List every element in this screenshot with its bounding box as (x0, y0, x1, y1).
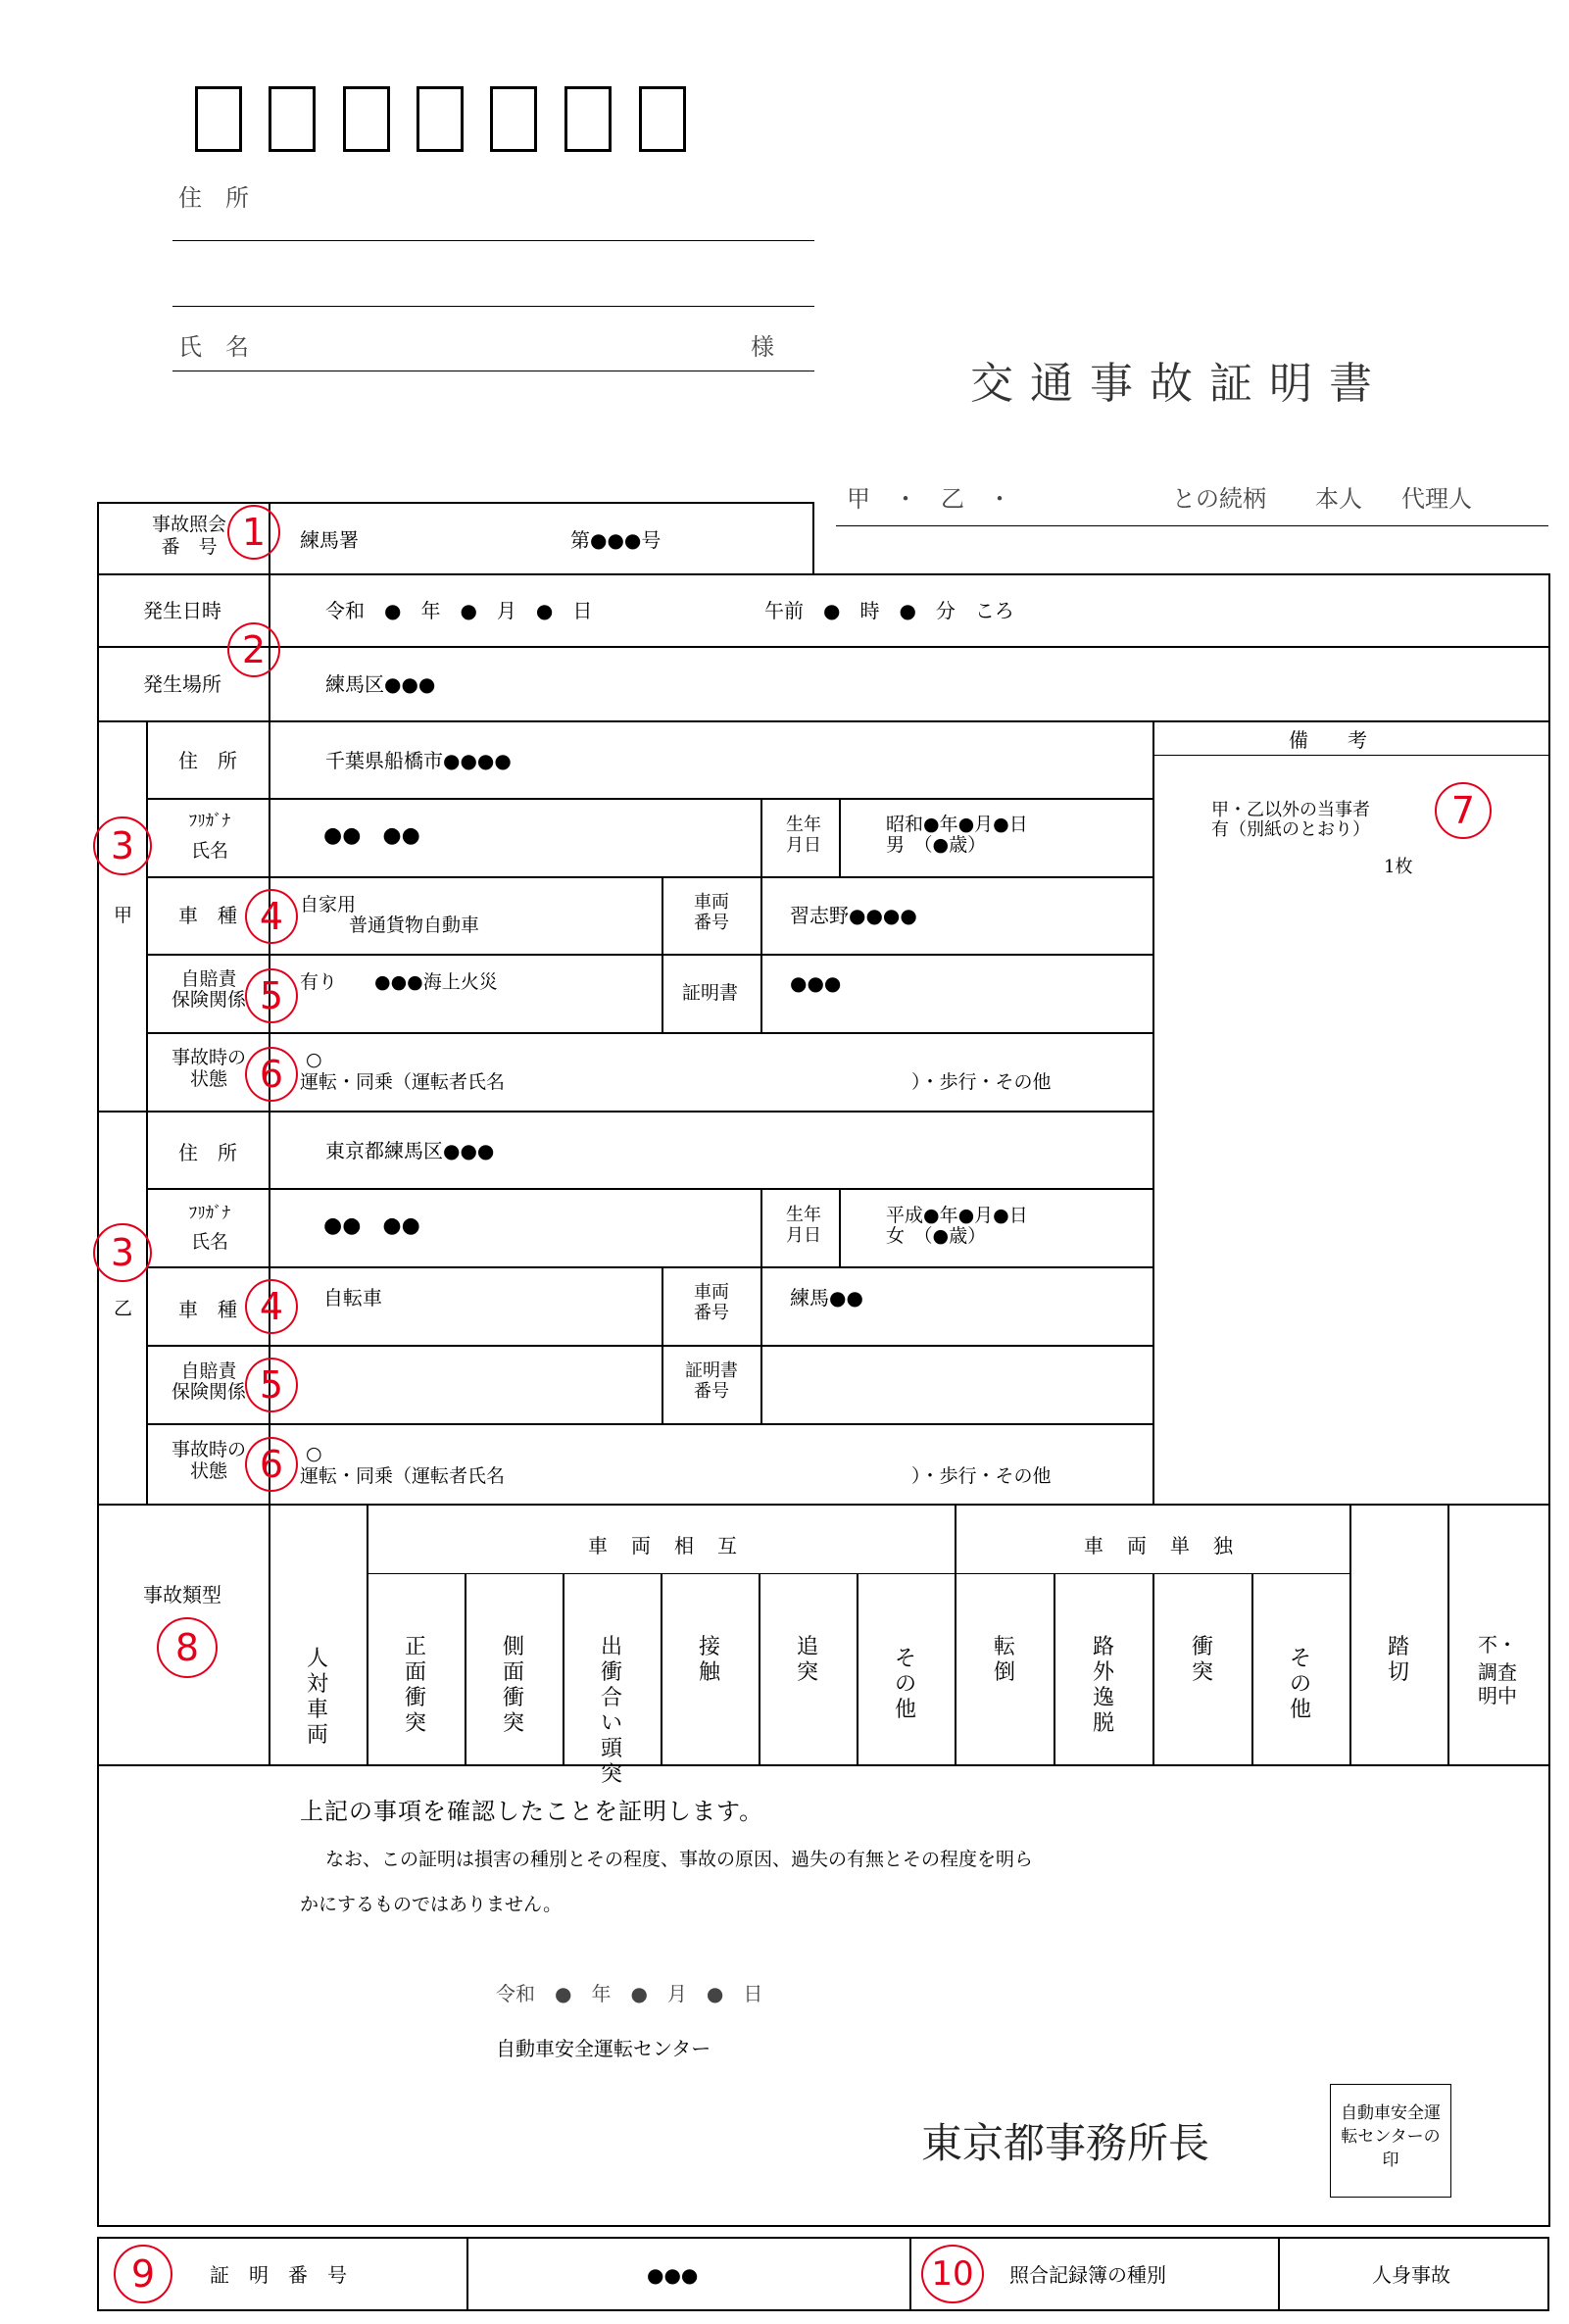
party-a-birth: 昭和●年●月●日 (886, 814, 1028, 835)
marker-8: 8 (157, 1617, 218, 1678)
office-name: 東京都事務所長 (921, 2119, 1210, 2167)
state-mark: ○ (306, 1443, 322, 1464)
name-label: 氏 名 (178, 333, 249, 361)
remarks-line-1: 甲・乙以外の当事者 (1211, 800, 1370, 820)
col-line (466, 2237, 468, 2311)
type-railroad: 踏 切 (1387, 1635, 1432, 1685)
postal-box (639, 86, 686, 152)
col-line (465, 1573, 466, 1765)
seal-text-1: 自動車安全運 (1341, 2103, 1441, 2123)
cert-number-value: ●●● (647, 2263, 699, 2287)
party-b-label: 乙 (114, 1298, 133, 1319)
state-label-2: 状態 (189, 1460, 227, 1482)
name-label: 氏名 (190, 1231, 228, 1253)
plate-label: 車両 (694, 1282, 729, 1303)
certification-note-2: かにするものではありません。 (300, 1894, 563, 1915)
party-a-address: 千葉県船橋市●●●● (325, 749, 512, 772)
case-box-right (812, 502, 814, 574)
party-b-state-tail: ）・歩行・その他 (911, 1465, 1052, 1487)
row-line (97, 646, 1550, 648)
row-line (97, 1764, 1550, 1766)
address-line-1 (172, 240, 814, 241)
party-a-plate: 習志野●●●● (790, 904, 917, 927)
birth-label-2: 月日 (786, 835, 821, 856)
type-mutual-4: 接 触 (698, 1635, 743, 1685)
remarks-header-line (1152, 755, 1549, 756)
accident-type-label: 事故類型 (143, 1583, 221, 1607)
place-label: 発生場所 (143, 672, 221, 696)
row-line (146, 1032, 1154, 1034)
furigana-label: ﾌﾘｶﾞﾅ (188, 812, 231, 831)
plate-label-2: 番号 (694, 1303, 729, 1323)
address-label: 住 所 (178, 1141, 237, 1164)
type-mutual-2: 側面衝突 (502, 1635, 524, 1736)
party-a-name: ●● ●● (323, 823, 420, 848)
row-line (97, 573, 1550, 575)
col-line (857, 1573, 858, 1765)
birth-label-2: 月日 (786, 1225, 821, 1246)
remarks-sheets: 1枚 (1384, 857, 1413, 877)
party-b-sex-age: 女 （●歳） (886, 1225, 987, 1247)
type-mutual-3: 出衝合い頭突 (600, 1635, 622, 1787)
row-line (97, 720, 1550, 722)
birth-label: 生年 (786, 815, 821, 835)
party-b-birth: 平成●年●月●日 (886, 1205, 1028, 1226)
marker-3-b: 3 (93, 1223, 152, 1282)
marker-2: 2 (227, 622, 280, 677)
center-name: 自動車安全運転センター (496, 2037, 711, 2060)
postal-box (564, 86, 612, 152)
marker-7: 7 (1435, 782, 1492, 839)
row-line (146, 1266, 1154, 1268)
time-value: 午前 ● 時 ● 分 ころ (764, 599, 1014, 622)
postal-box (343, 86, 390, 152)
address-label: 住 所 (178, 184, 249, 212)
postal-box (269, 86, 316, 152)
marker-1: 1 (227, 505, 280, 560)
table-bottom-border (97, 2225, 1550, 2227)
seal-text-2: 転センターの (1341, 2127, 1441, 2147)
marker-10: 10 (921, 2245, 984, 2303)
type-mutual-1: 正面衝突 (404, 1635, 426, 1736)
col-line (1152, 1573, 1154, 1765)
case-number-label-2: 番 号 (161, 536, 218, 558)
remarks-column-divider (1152, 720, 1154, 1505)
certification-statement: 上記の事項を確認したことを証明します。 (300, 1798, 764, 1825)
state-mark: ○ (306, 1049, 322, 1070)
type-single-2: 路外逸脱 (1092, 1635, 1114, 1736)
row-line (146, 876, 1154, 878)
state-label-2: 状態 (189, 1068, 227, 1090)
name-label: 氏名 (190, 840, 228, 862)
marker-5-b: 5 (245, 1358, 298, 1412)
party-a-label: 甲 (114, 905, 133, 926)
col-line (1054, 1573, 1055, 1765)
marker-3-a: 3 (93, 816, 152, 875)
insurance-label-2: 保険関係 (171, 989, 246, 1011)
vehicle-mutual-header: 車 両 相 互 (588, 1534, 739, 1558)
marker-9: 9 (114, 2245, 172, 2303)
cert-number-label: 証明書 (685, 1360, 738, 1381)
col-line (1251, 1573, 1253, 1765)
marker-5-a: 5 (245, 968, 298, 1023)
party-a-vehicle-type: 普通貨物自動車 (349, 915, 480, 936)
insurance-label: 自賠責 (180, 1360, 237, 1382)
party-b-vehicle-type: 自転車 (323, 1286, 382, 1310)
insurance-label: 自賠責 (180, 968, 237, 990)
relation-agent: 代理人 (1401, 485, 1472, 513)
type-unknown-top: 不・ (1478, 1633, 1517, 1656)
table-right-border (1548, 573, 1550, 2227)
type-unknown-rest: 調査明中 (1478, 1660, 1517, 1707)
relation-parties: 甲 ・ 乙 ・ (847, 485, 1011, 513)
case-number-label: 事故照会 (151, 514, 226, 535)
table-left-border (97, 502, 99, 2227)
vehicle-type-label: 車 種 (178, 904, 237, 927)
plate-label-2: 番号 (694, 913, 729, 933)
col-line (662, 876, 663, 1032)
marker-4-b: 4 (245, 1279, 298, 1334)
col-line (955, 1504, 956, 1765)
marker-6-a: 6 (245, 1047, 298, 1102)
party-a-vehicle-use: 自家用 (300, 894, 357, 915)
type-mutual-6: その他 (894, 1647, 916, 1722)
type-single-1: 転 倒 (993, 1635, 1038, 1685)
case-number: 第●●●号 (570, 528, 662, 552)
party-b-address: 東京都練馬区●●● (325, 1139, 495, 1162)
insurance-label-2: 保険関係 (171, 1381, 246, 1403)
remarks-line-2: 有（別紙のとおり） (1211, 819, 1370, 840)
row-line (146, 1188, 1154, 1190)
type-person-vs-vehicle: 人対車両 (306, 1647, 328, 1748)
col-line (759, 1573, 760, 1765)
document-title: 交通事故証明書 (970, 359, 1389, 409)
address-label: 住 所 (178, 749, 237, 772)
vehicle-type-label: 車 種 (178, 1298, 237, 1321)
relation-label: との続柄 (1172, 485, 1266, 513)
label-column-divider (269, 502, 270, 1766)
party-a-sex-age: 男 （●歳） (886, 834, 987, 856)
seal-text-3: 印 (1382, 2151, 1399, 2170)
col-line (662, 1266, 663, 1423)
date-label: 発生日時 (143, 599, 221, 622)
col-line (909, 2237, 911, 2311)
plate-label: 車両 (694, 892, 729, 913)
row-line (146, 1423, 1154, 1425)
col-line (661, 1573, 662, 1765)
case-box-top (97, 502, 814, 504)
party-b-state: 運転・同乗（運転者氏名 (300, 1465, 506, 1487)
state-label: 事故時の (171, 1047, 246, 1068)
relation-self: 本人 (1315, 485, 1362, 513)
col-line (839, 798, 841, 876)
row-line (146, 954, 1154, 956)
party-separator (97, 1111, 1154, 1113)
postal-box (195, 86, 242, 152)
row-line (146, 798, 1154, 800)
marker-6-b: 6 (245, 1437, 298, 1492)
postal-box (490, 86, 537, 152)
record-type-value: 人身事故 (1372, 2263, 1450, 2287)
remarks-header: 備 考 (1289, 728, 1367, 752)
col-line (1278, 2237, 1280, 2311)
party-a-insurance: 有り ●●●海上火災 (300, 971, 498, 993)
party-b-plate: 練馬●● (790, 1286, 863, 1310)
type-single-3: 衝 突 (1191, 1635, 1236, 1685)
marker-4-a: 4 (245, 889, 298, 944)
cert-number-label: 証 明 番 号 (210, 2263, 347, 2287)
col-line (1349, 1504, 1351, 1765)
furigana-label: ﾌﾘｶﾞﾅ (188, 1204, 231, 1223)
date-value: 令和 ● 年 ● 月 ● 日 (325, 599, 593, 622)
party-b-name: ●● ●● (323, 1213, 420, 1238)
state-label: 事故時の (171, 1439, 246, 1460)
type-mutual-5: 追 突 (796, 1635, 841, 1685)
type-header-line (367, 1573, 1351, 1574)
certification-date: 令和 ● 年 ● 月 ● 日 (496, 1982, 763, 2005)
col-line (760, 1188, 762, 1266)
vehicle-single-header: 車 両 単 独 (1084, 1534, 1235, 1558)
row-line (97, 1504, 1550, 1506)
col-line (563, 1573, 564, 1765)
record-type-label: 照合記録簿の種別 (1009, 2263, 1166, 2287)
address-line-2 (172, 306, 814, 307)
birth-label: 生年 (786, 1205, 821, 1225)
col-line (839, 1188, 841, 1266)
cert-label: 証明書 (682, 982, 739, 1004)
col-line (760, 876, 762, 1032)
party-a-cert: ●●● (790, 971, 842, 995)
party-a-state: 運転・同乗（運転者氏名 (300, 1071, 506, 1093)
col-line (760, 1266, 762, 1423)
police-station: 練馬署 (300, 528, 359, 552)
party-a-state-tail: ）・歩行・その他 (911, 1071, 1052, 1093)
postal-box (417, 86, 464, 152)
relation-line (836, 525, 1548, 526)
col-line (1447, 1504, 1449, 1765)
place-value: 練馬区●●● (325, 672, 436, 696)
col-line (760, 798, 762, 876)
row-line (146, 1345, 1154, 1347)
type-single-4: その他 (1289, 1647, 1311, 1722)
col-line (367, 1504, 368, 1765)
honorific: 様 (751, 333, 774, 361)
cert-number-label-2: 番号 (694, 1381, 729, 1402)
certification-note-1: なお、この証明は損害の種別とその程度、事故の原因、過失の有無とその程度を明ら (325, 1849, 1034, 1870)
